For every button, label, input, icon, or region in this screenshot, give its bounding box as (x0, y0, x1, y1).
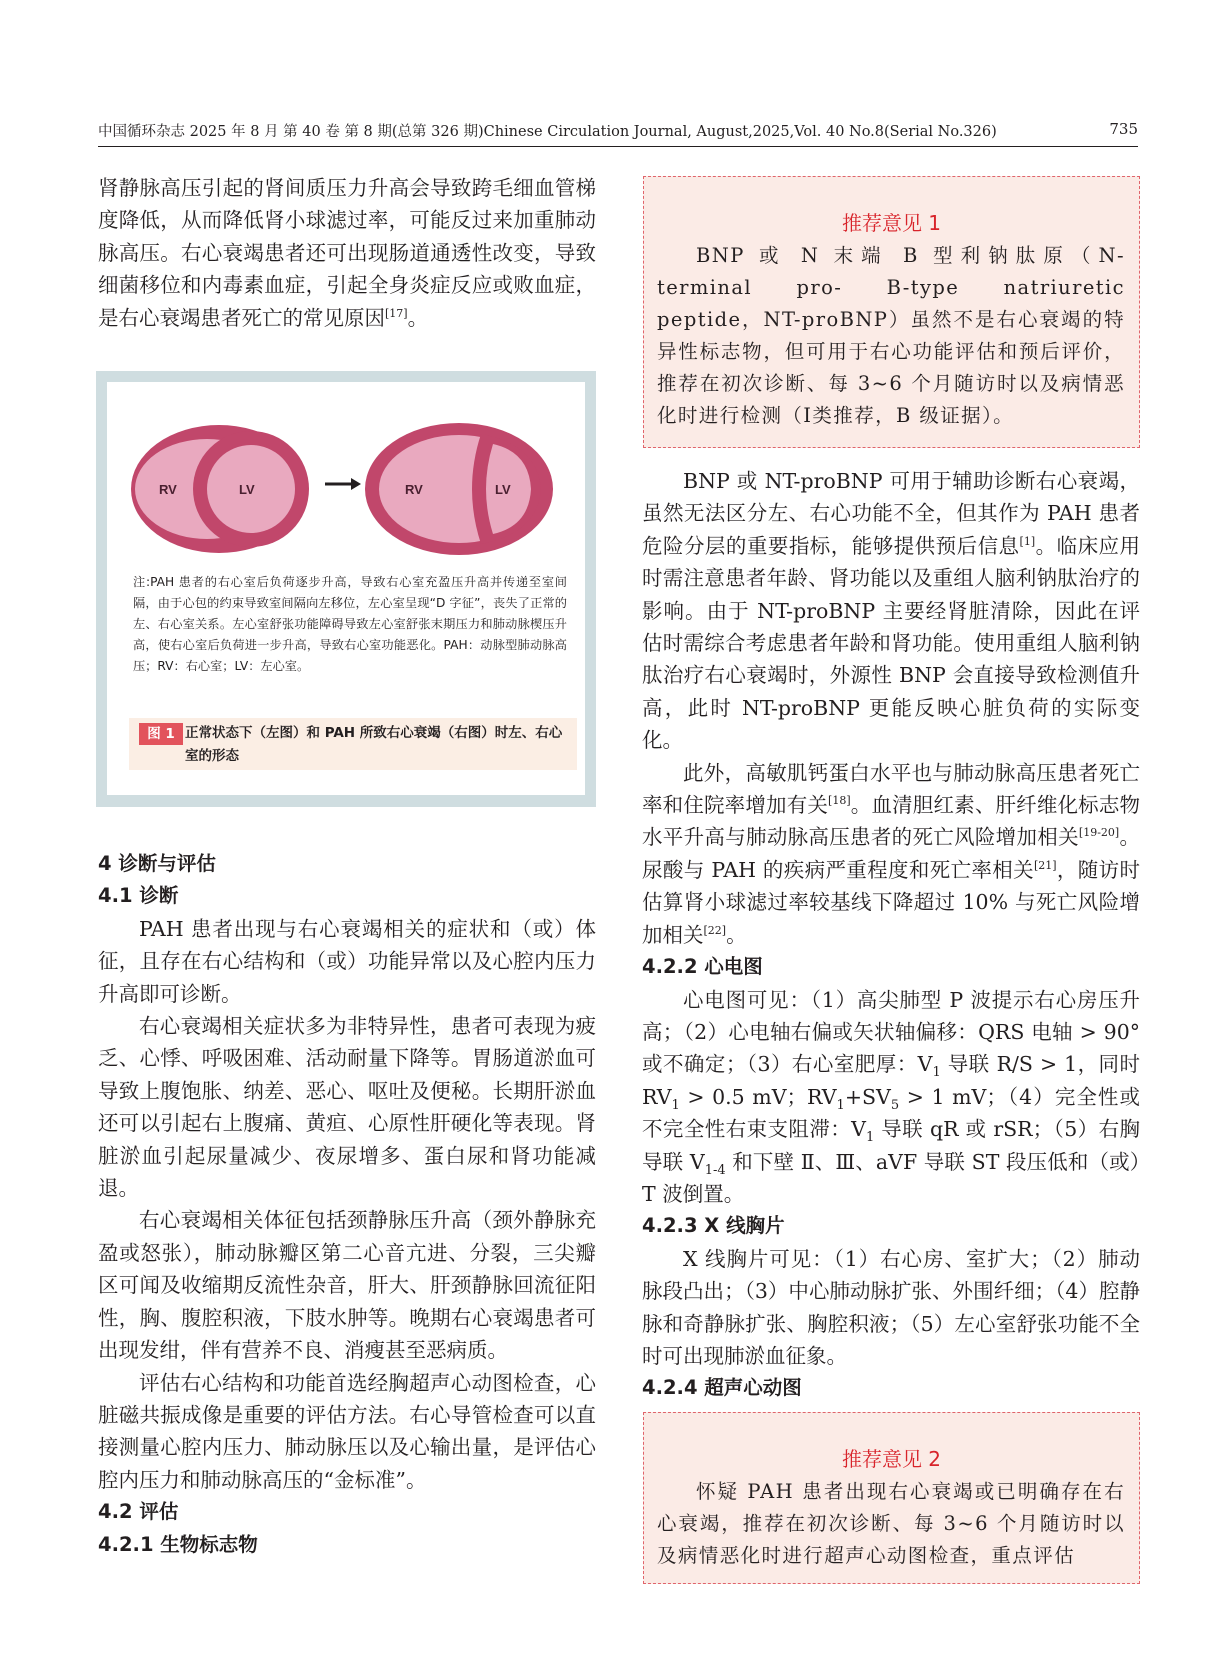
citation-ref[interactable]: [19-20] (1078, 826, 1120, 840)
label-lv: LV (239, 482, 255, 497)
label-rv: RV (405, 482, 423, 497)
recommendation-body: 怀疑 PAH 患者出现右心衰竭或已明确存在右心衰竭，推荐在初次诊断、每 3~6 个月随访时以及病情恶化时进行超声心动图检查，重点评估 (657, 1480, 1125, 1567)
paragraph: X 线胸片可见：（1）右心房、室扩大；（2）肺动脉段凸出；（3）中心肺动脉扩张、外围纤细；（4）腔静脉和奇静脉扩张、胸腔积液；（5）左心室舒张功能不全时可出现肺淤血征象。 (642, 1246, 1140, 1368)
subsubsection-heading: 4.2.2 心电图 (642, 955, 763, 979)
right-column (642, 465, 1140, 1405)
citation-ref[interactable]: [17] (385, 306, 408, 320)
running-header (98, 120, 1138, 141)
subsection-heading: 4.2 评估 (98, 1500, 179, 1524)
label-lv: LV (495, 482, 511, 497)
header-rule (98, 146, 1138, 147)
paragraph: 评估右心结构和功能首选经胸超声心动图检查，心脏磁共振成像是重要的评估方法。右心导管检查可以直接测量心腔内压力、肺动脉压以及心输出量，是评估心腔内压力和肺动脉高压的“金标准”。 (98, 1370, 596, 1492)
recommendation-box-1 (643, 176, 1140, 448)
left-column (98, 172, 596, 334)
figure-caption: 正常状态下（左图）和 PAH 所致右心衰竭（右图）时左、右心室的形态 (185, 725, 563, 764)
section-heading: 4 诊断与评估 (98, 852, 216, 875)
left-column-lower (98, 848, 596, 1561)
paragraph: 肾静脉高压引起的肾间质压力升高会导致跨毛细血管梯度降低，从而降低肾小球滤过率，可能反过来加重肺动脉高压。右心衰竭患者还可出现肠道通透性改变，导致细菌移位和内毒素血症，引起全身炎症反应或败血症，是右心衰竭患者死亡的常见原因[17]。 (98, 176, 596, 330)
arrow-head (351, 478, 361, 490)
paragraph: 右心衰竭相关体征包括颈静脉压升高（颈外静脉充盈或怒张），肺动脉瓣区第二心音亢进、分裂，三尖瓣区可闻及收缩期反流性杂音，肝大、肝颈静脉回流征阳性，胸、腹腔积液，下肢水肿等。晚期右心衰竭患者可出现发绀，伴有营养不良、消瘦甚至恶病质。 (98, 1208, 596, 1363)
citation-ref[interactable]: [18] (828, 794, 851, 808)
figure-note: 注:PAH 患者的右心室后负荷逐步升高，导致右心室充盈压升高并传递至室间隔，由于心包的约束导致室间隔向左移位，左心室呈现“D 字征”，丧失了正常的左、右心室关系。左心室舒张功能障碍导致左心室舒张末期压力和肺动脉楔压升高，使右心室后负荷进一步升高，导致右心室功能恶化。PAH：动脉型肺动脉高压；RV：右心室；LV：左心室。 (133, 575, 567, 673)
recommendation-title: 推荐意见 1 (841, 211, 942, 235)
citation-ref[interactable]: [21] (1033, 859, 1057, 873)
subsubsection-heading: 4.2.3 X 线胸片 (642, 1214, 785, 1238)
citation-ref[interactable]: [22] (703, 923, 727, 937)
journal-citation: 中国循环杂志 2025 年 8 月 第 40 卷 第 8 期(总第 326 期)Chinese Circulation Journal, August,2025,Vol. 40 No.8(Serial No.326) (98, 124, 997, 140)
figure-caption-bar (129, 718, 577, 770)
paragraph: 心电图可见：（1）高尖肺型 P 波提示右心房压升高；（2）心电轴右偏或矢状轴偏移：QRS 电轴 > 90° 或不确定；（3）右心室肥厚：$V_1$ 导联 R/S > 1，同时 $RV_1 > 0.5$ mV；$RV_1+SV_5 > 1$ mV；（4）完全性或不完全性右束支阻滞：$V_1$ 导联 qR 或 rSR；（5）右胸导联 $V_{1-4}$ 和下壁 Ⅱ、Ⅲ、aVF 导联 ST 段压低和（或）T 波倒置。 (642, 987, 1140, 1206)
label-rv: RV (159, 482, 177, 497)
page-number: 735 (1109, 120, 1138, 138)
figure-panel (107, 382, 585, 795)
paragraph: 此外，高敏肌钙蛋白水平也与肺动脉高压患者死亡率和住院率增加有关[18]。血清胆红素、肝纤维化标志物水平升高与肺动脉高压患者的死亡风险增加相关[19-20]。尿酸与 PAH 的疾病严重程度和死亡率相关[21]，随访时估算肾小球滤过率较基线下降超过 10% 与死亡风险增加相关[22]。 (642, 760, 1141, 947)
subsubsection-heading: 4.2.1 生物标志物 (98, 1532, 258, 1556)
citation-ref[interactable]: [1] (1019, 534, 1036, 548)
paragraph: PAH 患者出现与右心衰竭相关的症状和（或）体征，且存在右心结构和（或）功能异常以及心腔内压力升高即可诊断。 (98, 916, 596, 1006)
recommendation-body: BNP 或 N 末端 B 型利钠肽原（N-terminal pro- B-type natriuretic peptide，NT-proBNP）虽然不是右心衰竭的特异性标志物，但可用于右心功能评估和预后评价，推荐在初次诊断、每 3~6 个月随访时以及病情恶化时进行检测（Ⅰ类推荐，B 级证据）。 (657, 244, 1125, 427)
recommendation-title: 推荐意见 2 (841, 1447, 942, 1471)
paragraph: 右心衰竭相关症状多为非特异性，患者可表现为疲乏、心悸、呼吸困难、活动耐量下降等。胃肠道淤血可导致上腹饱胀、纳差、恶心、呕吐及便秘。长期肝淤血还可以引起右上腹痛、黄疸、心原性肝硬化等表现。肾脏淤血引起尿量减少、夜尿增多、蛋白尿和肾功能减退。 (98, 1014, 596, 1201)
figure-1 (96, 371, 596, 807)
figure-tag: 图 1 (139, 723, 183, 745)
paragraph: BNP 或 NT-proBNP 可用于辅助诊断右心衰竭，虽然无法区分左、右心功能不全，但其作为 PAH 患者危险分层的重要指标，能够提供预后信息[1]。临床应用时需注意患者年龄、肾功能以及重组人脑利钠肽治疗的影响。由于 NT-proBNP 主要经肾脏清除，因此在评估时需综合考虑患者年龄和肾功能。使用重组人脑利钠肽治疗右心衰竭时，外源性 BNP 会直接导致检测值升高，此时 NT-proBNP 更能反映心脏负荷的实际变化。 (642, 469, 1141, 753)
ventricle-diagram (129, 416, 569, 556)
subsection-heading: 4.1 诊断 (98, 884, 179, 908)
recommendation-box-2 (643, 1412, 1140, 1584)
subsubsection-heading: 4.2.4 超声心动图 (642, 1376, 802, 1400)
